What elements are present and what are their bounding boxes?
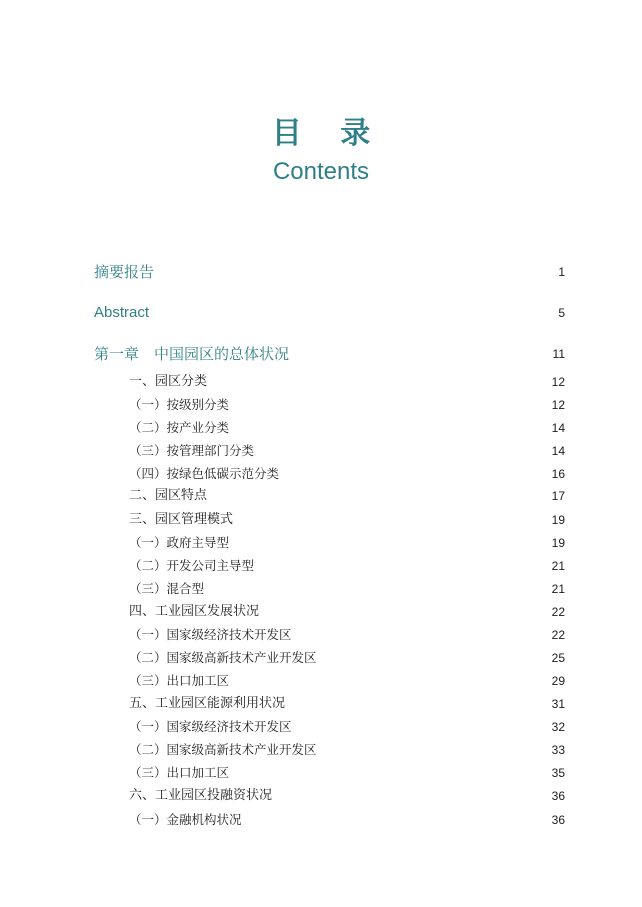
toc-entry-label: （二）按产业分类 xyxy=(129,420,230,435)
toc-entry-page: 36 xyxy=(551,813,565,827)
toc-entry-page: 5 xyxy=(558,306,565,320)
toc-entry-label: 六、工业园区投融资状况 xyxy=(129,788,273,803)
toc-entry[interactable] xyxy=(0,532,642,554)
toc-entry[interactable] xyxy=(0,463,642,485)
toc-entry[interactable] xyxy=(0,394,642,416)
toc-entry-label: （二）国家级高新技术产业开发区 xyxy=(129,650,317,665)
toc-entry[interactable] xyxy=(0,601,642,623)
title-cn: 目 录 xyxy=(271,116,385,151)
toc-entry-label: （二）开发公司主导型 xyxy=(129,558,255,573)
toc-entry[interactable] xyxy=(0,693,642,715)
toc-entry-label: 四、工业园区发展状况 xyxy=(129,604,260,619)
toc-entry[interactable] xyxy=(0,785,642,807)
toc-entry-page: 21 xyxy=(551,582,565,596)
toc-entry-label: （三）出口加工区 xyxy=(129,673,230,688)
toc-entry-label: 二、园区特点 xyxy=(129,488,208,503)
toc-entry[interactable] xyxy=(0,647,642,669)
toc-entry[interactable] xyxy=(0,739,642,761)
toc-entry-label: （二）国家级高新技术产业开发区 xyxy=(129,742,317,757)
toc-entry[interactable] xyxy=(0,261,642,283)
toc-entry-page: 29 xyxy=(551,674,565,688)
toc-entry[interactable] xyxy=(0,716,642,738)
toc-entry-label: （一）按级别分类 xyxy=(129,397,230,412)
toc-entry[interactable] xyxy=(0,485,642,507)
toc-entry-label: （三）按管理部门分类 xyxy=(129,443,255,458)
toc-entry-page: 11 xyxy=(552,347,565,361)
toc-entry-label: 三、园区管理模式 xyxy=(129,512,234,527)
toc-entry-page: 21 xyxy=(551,559,565,573)
toc-entry-label: （四）按绿色低碳示范分类 xyxy=(129,466,280,481)
toc-entry-page: 22 xyxy=(551,628,565,642)
toc-entry-page: 1 xyxy=(558,265,565,279)
toc-entry-page: 25 xyxy=(551,651,565,665)
toc-entry-page: 19 xyxy=(551,536,565,550)
toc-entry-label: 一、园区分类 xyxy=(129,374,208,389)
toc-entry-page: 19 xyxy=(551,513,565,527)
toc-entry-label: 摘要报告 xyxy=(94,263,155,281)
toc-entry[interactable] xyxy=(0,371,642,393)
toc-entry-page: 14 xyxy=(551,444,565,458)
toc-entry-page: 35 xyxy=(551,766,565,780)
toc-entry[interactable] xyxy=(0,302,642,324)
toc-entry-label: （一）政府主导型 xyxy=(129,535,230,550)
toc-entry-page: 36 xyxy=(551,789,565,803)
toc-entry-label: 五、工业园区能源利用状况 xyxy=(129,696,286,711)
toc-entry-label: （一）国家级经济技术开发区 xyxy=(129,627,292,642)
toc-entry-page: 32 xyxy=(551,720,565,734)
toc-entry[interactable] xyxy=(0,762,642,784)
toc-entry[interactable] xyxy=(0,343,642,365)
toc-entry[interactable] xyxy=(0,417,642,439)
toc-entry-page: 16 xyxy=(551,467,565,481)
toc-entry-label: （一）金融机构状况 xyxy=(129,812,242,827)
toc-entry-label: （一）国家级经济技术开发区 xyxy=(129,719,292,734)
toc-entry-page: 12 xyxy=(551,375,565,389)
toc-entry-label: （三）出口加工区 xyxy=(129,765,230,780)
title-en: Contents xyxy=(272,158,370,185)
toc-entry[interactable] xyxy=(0,809,642,831)
toc-entry-page: 17 xyxy=(551,489,565,503)
toc-entry-page: 31 xyxy=(551,697,565,711)
toc-entry-page: 33 xyxy=(551,743,565,757)
toc-entry-label: 第一章 中国园区的总体状况 xyxy=(94,345,290,363)
toc-entry-label: Abstract xyxy=(94,304,150,321)
toc-entry-page: 14 xyxy=(551,421,565,435)
toc-entry[interactable] xyxy=(0,578,642,600)
toc-entry[interactable] xyxy=(0,670,642,692)
toc-entry[interactable] xyxy=(0,624,642,646)
toc-entry-page: 22 xyxy=(551,605,565,619)
toc-entry[interactable] xyxy=(0,440,642,462)
toc-entry[interactable] xyxy=(0,509,642,531)
toc-entry[interactable] xyxy=(0,555,642,577)
toc-entry-page: 12 xyxy=(551,398,565,412)
toc-entry-label: （三）混合型 xyxy=(129,581,205,596)
